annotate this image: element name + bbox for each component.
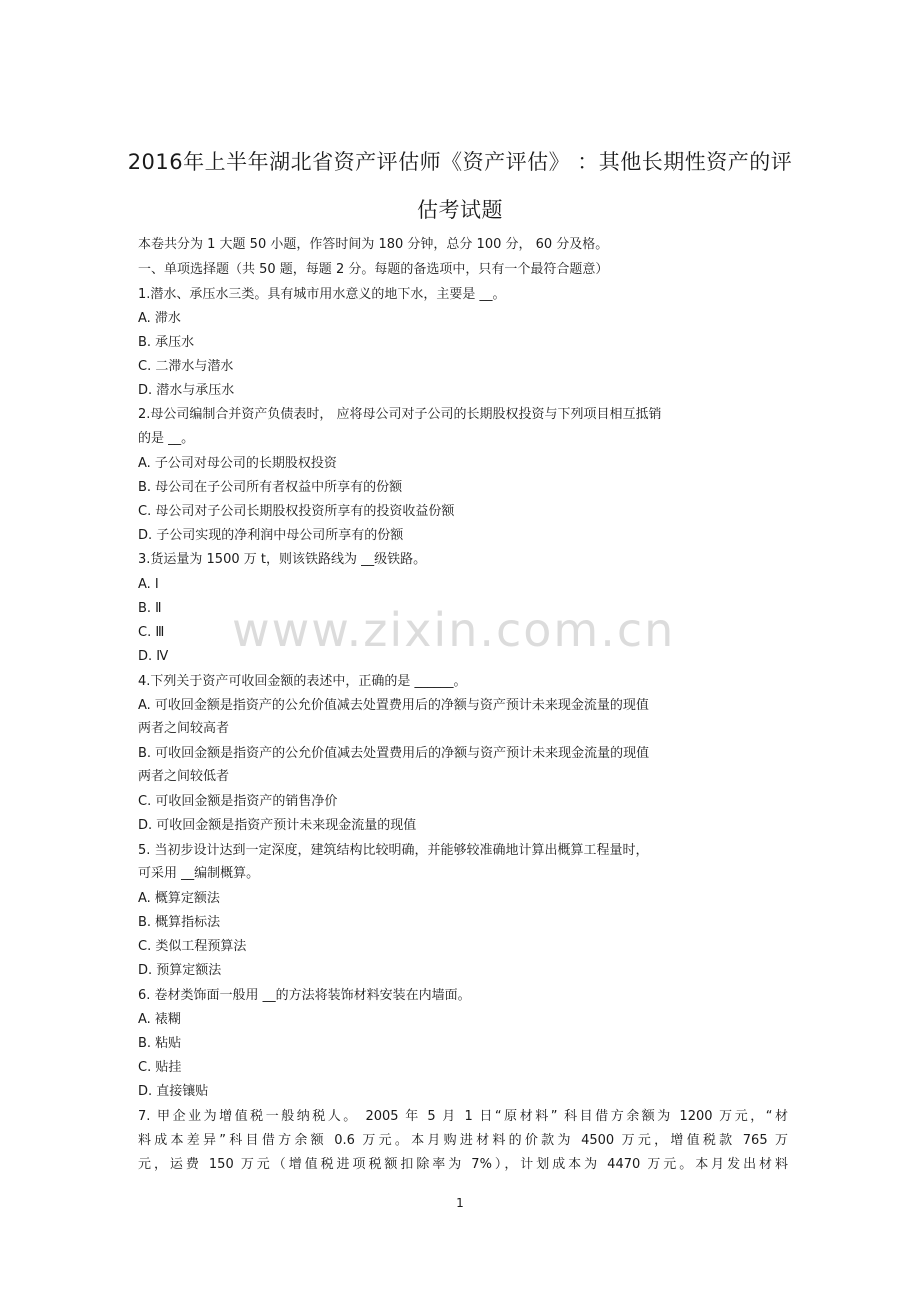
question-2-option-b: B. 母公司在子公司所有者权益中所享有的份额 xyxy=(138,480,403,495)
question-3-stem: 3.货运量为 1500 万 t，则该铁路线为 __级铁路。 xyxy=(138,552,427,567)
section-heading: 一、单项选择题（共 50 题，每题 2 分。每题的备选项中，只有一个最符合题意） xyxy=(138,262,609,277)
question-1-stem: 1.潜水、承压水三类。具有城市用水意义的地下水，主要是 __。 xyxy=(138,287,506,302)
question-2-option-d: D. 子公司实现的净利润中母公司所享有的份额 xyxy=(138,528,404,543)
question-1-option-b: B. 承压水 xyxy=(138,335,195,350)
document-title-line-1: 2016年上半年湖北省资产评估师《资产评估》 ：其他长期性资产的评 xyxy=(127,150,793,174)
question-3-option-b: B. Ⅱ xyxy=(138,601,162,616)
question-1-option-d: D. 潜水与承压水 xyxy=(138,383,235,398)
question-4-option-a-line-1: A. 可收回金额是指资产的公允价值减去处置费用后的净额与资产预计未来现金流量的现值 xyxy=(138,698,649,713)
question-1-option-c: C. 二滞水与潜水 xyxy=(138,359,234,374)
question-6-option-a: A. 裱糊 xyxy=(138,1012,181,1027)
question-6-option-d: D. 直接镶贴 xyxy=(138,1084,209,1099)
question-5-option-c: C. 类似工程预算法 xyxy=(138,939,247,954)
question-1-option-a: A. 滞水 xyxy=(138,311,181,326)
question-7-stem-line-1: 7. 甲企业为增值税一般纳税人。 2005 年 5 月 1 日“原材料” 科目借方余额为 1200 万元，“材 xyxy=(138,1109,788,1124)
question-3-option-d: D. Ⅳ xyxy=(138,649,169,664)
question-2-option-c: C. 母公司对子公司长期股权投资所享有的投资收益份额 xyxy=(138,504,455,519)
question-3-option-c: C. Ⅲ xyxy=(138,625,165,640)
question-5-option-b: B. 概算指标法 xyxy=(138,915,221,930)
question-5-stem-line-2: 可采用 __编制概算。 xyxy=(138,866,260,881)
question-6-option-b: B. 粘贴 xyxy=(138,1036,182,1051)
question-2-stem-line-1: 2.母公司编制合并资产负债表时， 应将母公司对子公司的长期股权投资与下列项目相互抵销 xyxy=(138,407,662,422)
question-6-option-c: C. 贴挂 xyxy=(138,1060,182,1075)
question-7-stem-line-2: 料成本差异”科目借方余额 0.6 万元。本月购进材料的价款为 4500 万元，增值税款 765 万 xyxy=(138,1133,788,1148)
exam-intro: 本卷共分为 1 大题 50 小题，作答时间为 180 分钟，总分 100 分， 60 分及格。 xyxy=(138,237,609,252)
question-7-stem-line-3: 元，运费 150 万元（增值税进项税额扣除率为 7%），计划成本为 4470 万元。本月发出材料 xyxy=(138,1157,788,1172)
question-4-option-c: C. 可收回金额是指资产的销售净价 xyxy=(138,794,338,809)
question-2-stem-line-2: 的是 __。 xyxy=(138,431,195,446)
question-5-stem-line-1: 5. 当初步设计达到一定深度，建筑结构比较明确，并能够较准确地计算出概算工程量时， xyxy=(138,843,649,858)
question-3-option-a: A. Ⅰ xyxy=(138,577,159,592)
question-4-option-b-line-1: B. 可收回金额是指资产的公允价值减去处置费用后的净额与资产预计未来现金流量的现值 xyxy=(138,746,650,761)
question-2-option-a: A. 子公司对母公司的长期股权投资 xyxy=(138,456,337,471)
question-4-option-d: D. 可收回金额是指资产预计未来现金流量的现值 xyxy=(138,818,417,833)
page-number: 1 xyxy=(456,1196,464,1210)
question-6-stem: 6. 卷材类饰面一般用 __的方法将装饰材料安装在内墙面。 xyxy=(138,988,471,1003)
question-4-stem: 4.下列关于资产可收回金额的表述中，正确的是 ______。 xyxy=(138,674,467,689)
question-4-option-a-line-2: 两者之间较高者 xyxy=(138,721,230,736)
watermark-text: www.zixin.com.cn xyxy=(232,603,676,657)
question-5-option-a: A. 概算定额法 xyxy=(138,891,220,906)
question-4-option-b-line-2: 两者之间较低者 xyxy=(138,769,230,784)
question-5-option-d: D. 预算定额法 xyxy=(138,963,222,978)
document-title-line-2: 估考试题 xyxy=(417,198,503,222)
